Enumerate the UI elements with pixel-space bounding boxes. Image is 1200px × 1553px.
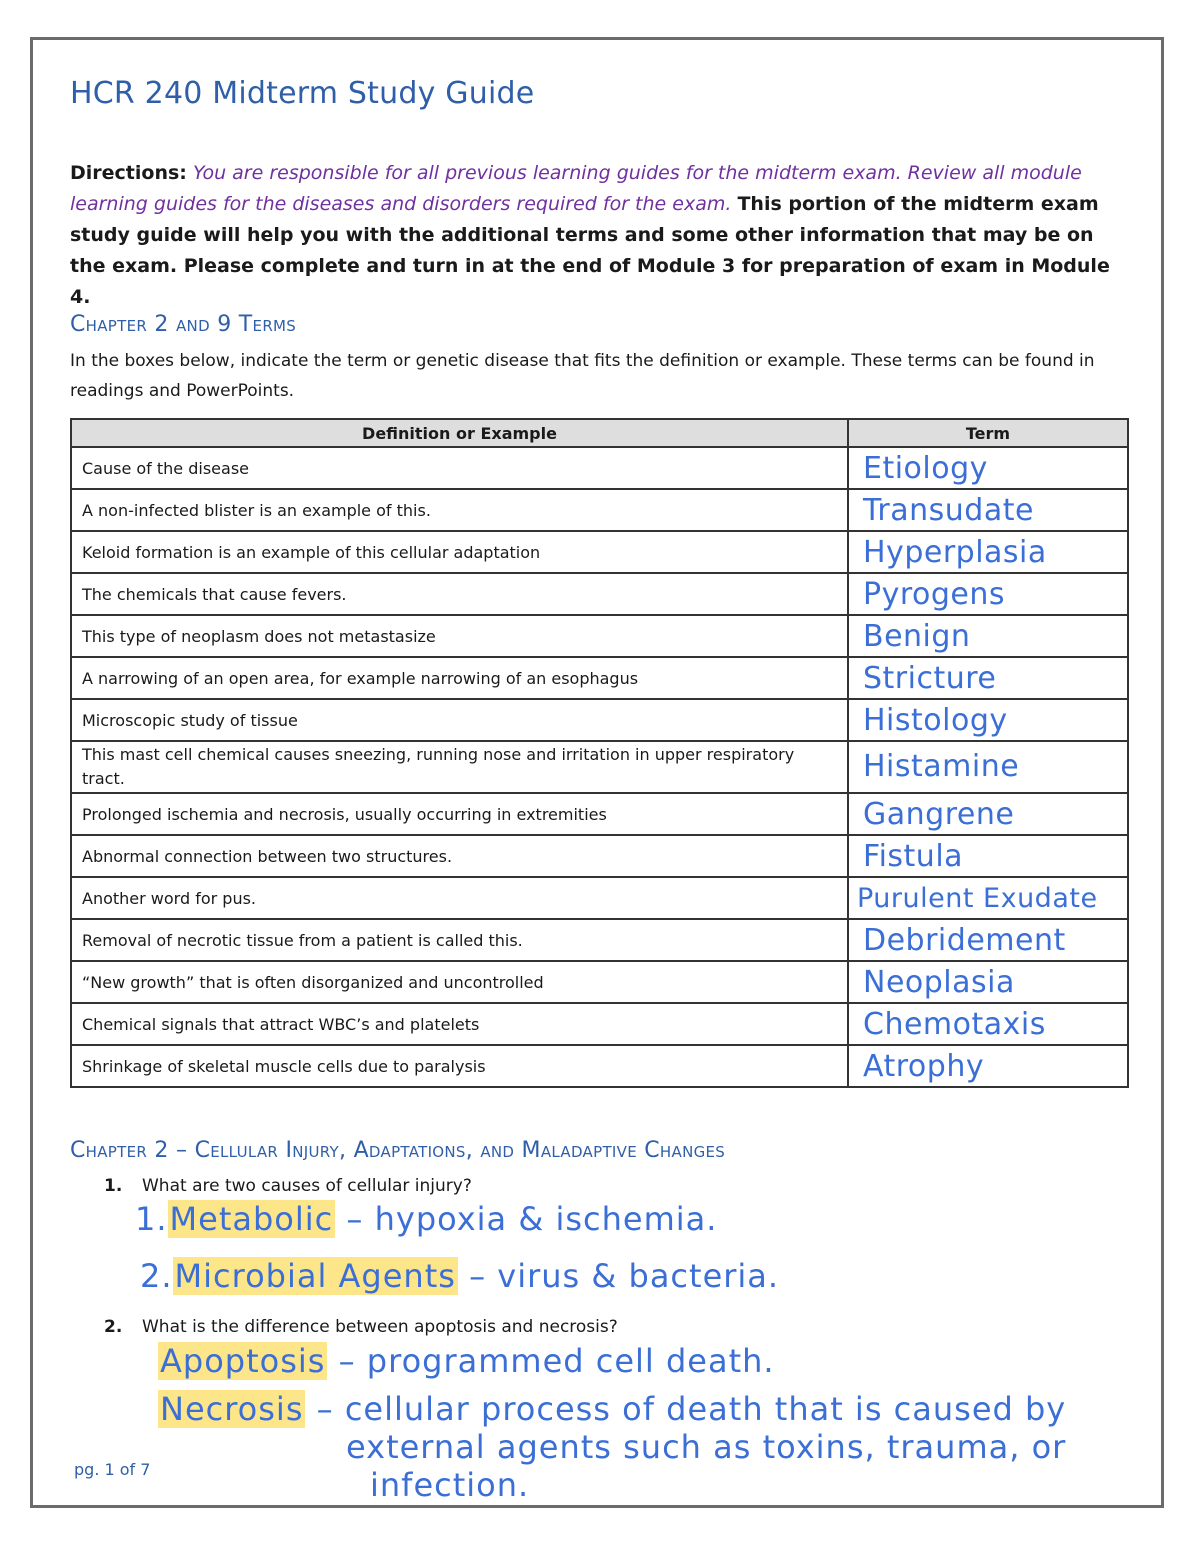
answer-prefix: 1. — [135, 1200, 168, 1238]
section-intro: In the boxes below, indicate the term or genetic disease that fits the definition or example. These terms can be found in readings and PowerPoints. — [70, 351, 1095, 401]
page-title: HCR 240 Midterm Study Guide — [70, 76, 535, 111]
definition-cell: A narrowing of an open area, for example narrowing of an esophagus — [71, 657, 848, 699]
highlighted-term: Microbial Agents — [174, 1257, 456, 1295]
page-number: pg. 1 of 7 — [74, 1460, 151, 1479]
definition-cell: Microscopic study of tissue — [71, 699, 848, 741]
question-text: What are two causes of cellular injury? — [142, 1176, 472, 1196]
answer-1-line-1 — [135, 1200, 717, 1238]
definition-cell: A non-infected blister is an example of this. — [71, 489, 848, 531]
question-1 — [104, 1176, 472, 1196]
table-row — [71, 741, 1128, 793]
column-header-term: Term — [848, 419, 1128, 447]
term-cell: Neoplasia — [848, 961, 1128, 1003]
answer-1-line-2 — [140, 1257, 779, 1295]
term-cell: Histamine — [848, 741, 1128, 793]
table-row — [71, 835, 1128, 877]
highlighted-term: Necrosis — [160, 1390, 304, 1428]
term-cell: Debridement — [848, 919, 1128, 961]
question-text: What is the difference between apoptosis and necrosis? — [142, 1317, 618, 1337]
table-row — [71, 919, 1128, 961]
question-number: 2. — [104, 1317, 123, 1337]
definition-cell: This type of neoplasm does not metastasize — [71, 615, 848, 657]
answer-2-line-1 — [158, 1342, 775, 1380]
section-heading-chapter2: Chapter 2 – Cellular Injury, Adaptations, and Maladaptive Changes — [70, 1138, 726, 1163]
table-header-row — [71, 419, 1128, 447]
definition-cell: The chemicals that cause fevers. — [71, 573, 848, 615]
answer-text: – cellular process of death that is caused by — [305, 1390, 1067, 1428]
definition-cell: “New growth” that is often disorganized and uncontrolled — [71, 961, 848, 1003]
definition-cell: Another word for pus. — [71, 877, 848, 919]
directions-bold: This portion of the midterm exam study guide will help you with the additional terms and some other information that may be on the exam. Please complete and turn in at the end of Module 3 for preparation of exam in Module 4. — [70, 193, 1110, 308]
definition-cell: Cause of the disease — [71, 447, 848, 489]
highlighted-term: Apoptosis — [160, 1342, 326, 1380]
table-row — [71, 573, 1128, 615]
table-row — [71, 489, 1128, 531]
term-cell: Purulent Exudate — [848, 877, 1128, 919]
definition-cell: Keloid formation is an example of this cellular adaptation — [71, 531, 848, 573]
term-cell: Chemotaxis — [848, 1003, 1128, 1045]
answer-2-line-2 — [158, 1390, 1066, 1428]
highlighted-term: Metabolic — [169, 1200, 334, 1238]
term-cell: Pyrogens — [848, 573, 1128, 615]
definition-cell: Shrinkage of skeletal muscle cells due to paralysis — [71, 1045, 848, 1087]
term-cell: Etiology — [848, 447, 1128, 489]
table-row — [71, 531, 1128, 573]
definition-cell: Removal of necrotic tissue from a patient is called this. — [71, 919, 848, 961]
table-row — [71, 1003, 1128, 1045]
answer-2-line-4: infection. — [370, 1466, 530, 1504]
directions — [70, 158, 1130, 313]
term-cell: Fistula — [848, 835, 1128, 877]
question-2 — [104, 1317, 618, 1337]
term-cell: Hyperplasia — [848, 531, 1128, 573]
answer-text: – programmed cell death. — [327, 1342, 775, 1380]
definition-cell: Abnormal connection between two structures. — [71, 835, 848, 877]
answer-prefix: 2. — [140, 1257, 173, 1295]
directions-italic: You are responsible for all previous learning guides for the midterm exam. Review all module learning guides for the diseases and disorders required for the exam. — [70, 162, 1082, 215]
table-row — [71, 793, 1128, 835]
definition-cell: Chemical signals that attract WBC’s and platelets — [71, 1003, 848, 1045]
table-row — [71, 961, 1128, 1003]
table-row — [71, 699, 1128, 741]
section-heading-terms: Chapter 2 and 9 Terms — [70, 312, 297, 337]
term-cell: Stricture — [848, 657, 1128, 699]
answer-2-line-3: external agents such as toxins, trauma, or — [346, 1428, 1067, 1466]
term-cell: Transudate — [848, 489, 1128, 531]
answer-text: – hypoxia & ischemia. — [335, 1200, 718, 1238]
term-cell: Atrophy — [848, 1045, 1128, 1087]
column-header-definition: Definition or Example — [71, 419, 848, 447]
table-row — [71, 615, 1128, 657]
term-cell: Benign — [848, 615, 1128, 657]
terms-table — [70, 418, 1129, 1088]
table-row — [71, 1045, 1128, 1087]
definition-cell: This mast cell chemical causes sneezing, running nose and irritation in upper respiratory tract. — [71, 741, 848, 793]
answer-text: – virus & bacteria. — [457, 1257, 780, 1295]
term-cell: Histology — [848, 699, 1128, 741]
directions-label: Directions: — [70, 162, 187, 184]
table-row — [71, 877, 1128, 919]
table-row — [71, 657, 1128, 699]
term-cell: Gangrene — [848, 793, 1128, 835]
question-number: 1. — [104, 1176, 123, 1196]
table-row — [71, 447, 1128, 489]
definition-cell: Prolonged ischemia and necrosis, usually occurring in extremities — [71, 793, 848, 835]
